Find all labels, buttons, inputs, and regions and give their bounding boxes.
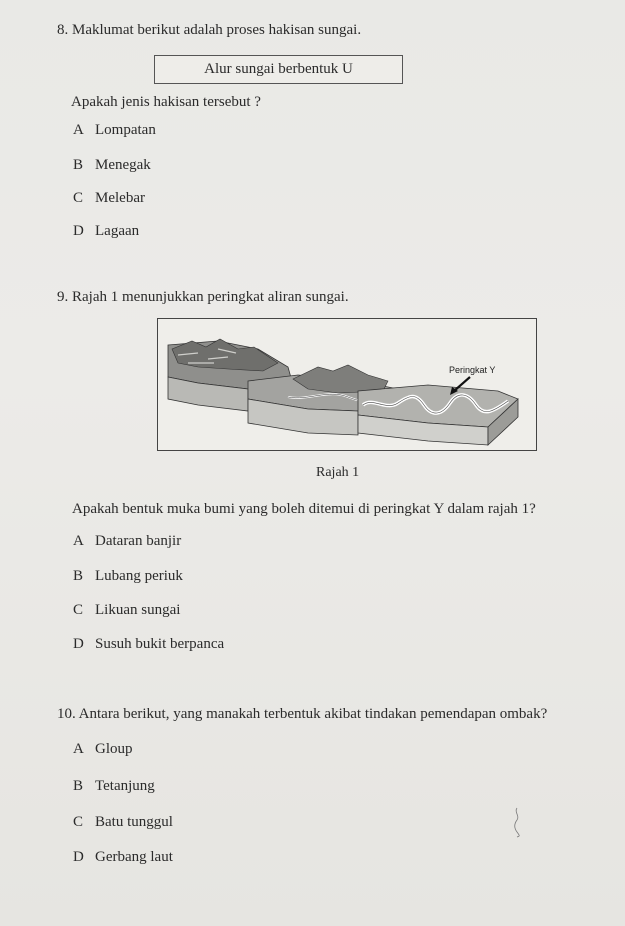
option-letter: D xyxy=(73,849,84,865)
q9-option-a[interactable] xyxy=(73,533,181,550)
q10-option-c[interactable] xyxy=(73,814,173,831)
river-stages-illustration xyxy=(158,319,538,452)
option-letter: C xyxy=(73,602,84,618)
option-text: Susuh bukit berpanca xyxy=(95,636,225,652)
info-box-text: Alur sungai berbentuk U xyxy=(204,61,353,77)
q8-option-c[interactable] xyxy=(73,190,145,207)
option-letter: A xyxy=(73,122,84,138)
figure-rajah-1 xyxy=(157,318,537,451)
option-text: Melebar xyxy=(95,190,145,206)
q8-option-a[interactable] xyxy=(73,122,156,139)
option-text: Tetanjung xyxy=(95,778,155,794)
figure-label-peringkat-y: Peringkat Y xyxy=(449,365,496,375)
option-letter: D xyxy=(73,223,84,239)
option-letter: A xyxy=(73,741,84,757)
option-text: Likuan sungai xyxy=(95,602,181,618)
option-letter: A xyxy=(73,533,84,549)
middle-stage-hills xyxy=(293,365,388,393)
option-text: Dataran banjir xyxy=(95,533,182,549)
pencil-mark xyxy=(512,806,522,838)
q9-option-d[interactable] xyxy=(73,636,224,653)
option-text: Menegak xyxy=(95,157,151,173)
option-letter: B xyxy=(73,778,84,794)
figure-caption: Rajah 1 xyxy=(316,465,360,480)
q9-option-b[interactable] xyxy=(73,568,183,585)
option-text: Gerbang laut xyxy=(95,849,173,865)
question-9-prompt: Apakah bentuk muka bumi yang boleh ditemui di peringkat Y dalam rajah 1? xyxy=(72,501,536,517)
q8-option-d[interactable] xyxy=(73,223,139,240)
option-letter: B xyxy=(73,157,84,173)
q10-option-d[interactable] xyxy=(73,849,173,866)
q8-option-b[interactable] xyxy=(73,157,151,174)
option-text: Lompatan xyxy=(95,122,156,138)
q9-option-c[interactable] xyxy=(73,602,180,619)
option-letter: D xyxy=(73,636,84,652)
option-text: Gloup xyxy=(95,741,133,757)
option-text: Batu tunggul xyxy=(95,814,173,830)
question-10-text: 10. Antara berikut, yang manakah terbentuk akibat tindakan pemendapan ombak? xyxy=(57,706,548,722)
q10-option-b[interactable] xyxy=(73,778,155,795)
question-9-text: 9. Rajah 1 menunjukkan peringkat aliran sungai. xyxy=(57,289,349,305)
option-letter: C xyxy=(73,814,84,830)
option-text: Lubang periuk xyxy=(95,568,183,584)
question-8-prompt: Apakah jenis hakisan tersebut ? xyxy=(71,94,261,110)
info-box xyxy=(154,55,403,84)
option-text: Lagaan xyxy=(95,223,140,239)
question-8-text: 8. Maklumat berikut adalah proses hakisan sungai. xyxy=(57,22,362,38)
option-letter: C xyxy=(73,190,84,206)
q10-option-a[interactable] xyxy=(73,741,133,758)
option-letter: B xyxy=(73,568,84,584)
